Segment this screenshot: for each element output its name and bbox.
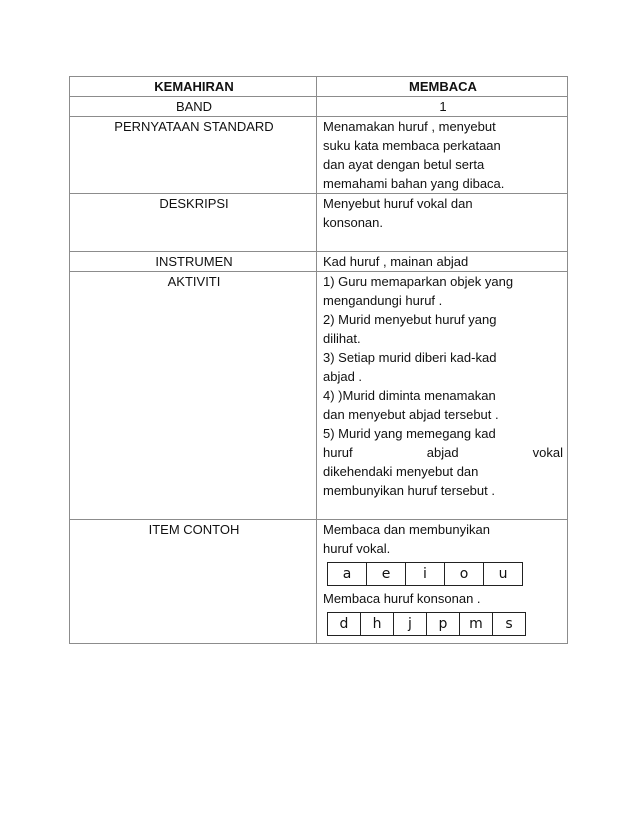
deskripsi-value <box>317 194 568 252</box>
band-row <box>70 97 568 117</box>
deskripsi-label: DESKRIPSI <box>70 194 317 252</box>
justified-word: huruf <box>323 445 353 460</box>
aktiviti-line: 3) Setiap murid diberi kad-kad <box>323 350 497 365</box>
aktiviti-line-justified <box>323 443 563 462</box>
vowel-box: e <box>366 562 405 586</box>
justified-word: vokal <box>532 445 563 460</box>
vowel-box: i <box>405 562 444 586</box>
justified-word: abjad <box>426 445 459 460</box>
aktiviti-value <box>317 272 568 520</box>
item-contoh-label: ITEM CONTOH <box>70 520 317 644</box>
item-contoh-row <box>70 520 568 644</box>
instrumen-row <box>70 252 568 272</box>
aktiviti-row <box>70 272 568 520</box>
aktiviti-line: 1) Guru memaparkan objek yang <box>323 274 514 289</box>
vowel-box-row <box>327 562 563 586</box>
consonant-box: h <box>360 612 393 636</box>
consonant-box: s <box>492 612 526 636</box>
vowel-box: u <box>483 562 523 586</box>
standard-line: Menamakan huruf , menyebut <box>323 119 496 134</box>
standard-row <box>70 117 568 194</box>
consonant-box-row <box>327 612 563 636</box>
vowel-box: o <box>444 562 483 586</box>
instrumen-label: INSTRUMEN <box>70 252 317 272</box>
consonant-box: j <box>393 612 426 636</box>
band-value: 1 <box>317 97 568 117</box>
aktiviti-line: dan menyebut abjad tersebut . <box>323 407 499 422</box>
standard-label: PERNYATAAN STANDARD <box>70 117 317 194</box>
deskripsi-line: konsonan. <box>323 215 383 230</box>
consonant-instruction-line: Membaca huruf konsonan . <box>323 591 481 606</box>
consonant-box: m <box>459 612 492 636</box>
aktiviti-line: 2) Murid menyebut huruf yang <box>323 312 497 327</box>
header-label: KEMAHIRAN <box>70 77 317 97</box>
consonant-box: d <box>327 612 360 636</box>
aktiviti-line: dilihat. <box>323 331 361 346</box>
skill-table <box>69 76 568 644</box>
standard-line: suku kata membaca perkataan <box>323 138 501 153</box>
item-contoh-value <box>317 520 568 644</box>
deskripsi-row <box>70 194 568 252</box>
aktiviti-line: dikehendaki menyebut dan <box>323 464 479 479</box>
aktiviti-line: abjad . <box>323 369 363 384</box>
standard-value <box>317 117 568 194</box>
aktiviti-line: mengandungi huruf . <box>323 293 443 308</box>
header-value: MEMBACA <box>317 77 568 97</box>
consonant-box: p <box>426 612 459 636</box>
instrumen-value: Kad huruf , mainan abjad <box>317 252 568 272</box>
band-label: BAND <box>70 97 317 117</box>
standard-line: dan ayat dengan betul serta <box>323 157 485 172</box>
aktiviti-label: AKTIVITI <box>70 272 317 520</box>
aktiviti-line: membunyikan huruf tersebut . <box>323 483 495 498</box>
vowel-instruction-line: Membaca dan membunyikan <box>323 522 490 537</box>
vowel-box: a <box>327 562 366 586</box>
aktiviti-line: 5) Murid yang memegang kad <box>323 426 496 441</box>
standard-line: memahami bahan yang dibaca. <box>323 176 505 191</box>
aktiviti-line: 4) )Murid diminta menamakan <box>323 388 496 403</box>
deskripsi-line: Menyebut huruf vokal dan <box>323 196 473 211</box>
vowel-instruction-line: huruf vokal. <box>323 541 391 556</box>
header-row <box>70 77 568 97</box>
